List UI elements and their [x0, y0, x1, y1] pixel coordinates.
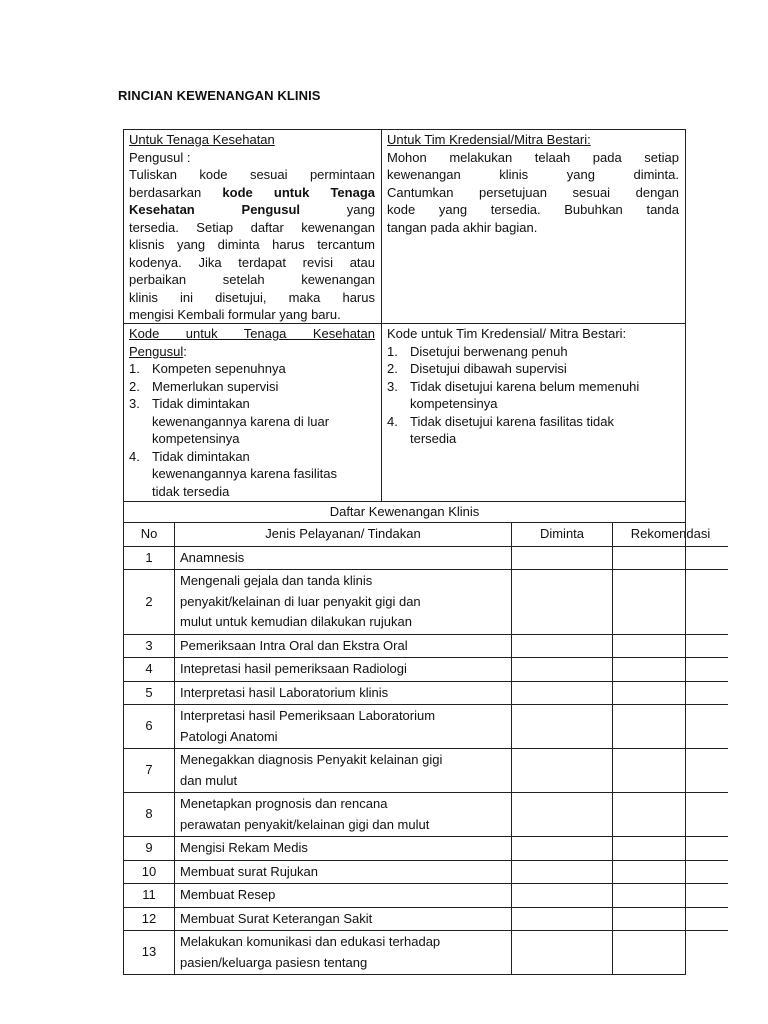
table-row [124, 658, 728, 682]
requested-cell[interactable] [512, 681, 613, 705]
committee-heading: Untuk Tim Kredensial/Mitra Bestari: [387, 132, 591, 147]
instruction-bold-text: kode untuk Tenaga [222, 184, 375, 200]
code-number: 3. [129, 396, 140, 411]
requested-cell[interactable] [512, 570, 613, 635]
table-row [124, 749, 728, 793]
service-cell [175, 837, 512, 861]
instruction-line: Cantumkan persetujuan sesuai dengan [387, 184, 679, 200]
code-item [129, 360, 375, 378]
authority-table [124, 523, 728, 974]
proposer-instructions [124, 130, 382, 323]
proposer-codes-heading: Kode untuk Tenaga Kesehatan [129, 326, 375, 341]
table-header-row [124, 523, 728, 546]
proposer-label: Pengusul : [129, 149, 191, 165]
table-row [124, 837, 728, 861]
committee-instruction-text [387, 149, 679, 237]
recommendation-cell[interactable] [613, 793, 729, 837]
instruction-text: berdasarkan [129, 184, 223, 200]
table-row [124, 907, 728, 931]
recommendation-cell[interactable] [613, 907, 729, 931]
code-item [129, 448, 375, 501]
requested-cell[interactable] [512, 749, 613, 793]
service-cell [175, 570, 512, 635]
code-number: 1. [129, 361, 140, 376]
requested-cell[interactable] [512, 860, 613, 884]
row-number: 5 [124, 681, 175, 705]
code-text-line: Disetujui berwenang penuh [410, 343, 568, 359]
instruction-line [129, 271, 375, 289]
code-text [410, 378, 679, 413]
service-cell [175, 884, 512, 908]
col-service: Jenis Pelayanan/ Tindakan [175, 523, 512, 546]
proposer-codes-heading-word: Pengusul [129, 343, 184, 359]
service-cell [175, 546, 512, 570]
instruction-line [129, 289, 375, 307]
recommendation-cell[interactable] [613, 884, 729, 908]
service-cell [175, 658, 512, 682]
table-row [124, 793, 728, 837]
service-text-line: Membuat Resep [180, 887, 276, 902]
row-number: 1 [124, 546, 175, 570]
instruction-text: Tuliskan kode sesuai permintaan [129, 167, 375, 182]
instruction-line: tangan pada akhir bagian. [387, 219, 538, 235]
committee-codes-heading: Kode untuk Tim Kredensial/ Mitra Bestari: [387, 326, 627, 341]
code-text-line: Tidak dimintakan [152, 448, 250, 464]
service-text-line: Melakukan komunikasi dan edukasi terhadap [180, 934, 441, 949]
code-item [387, 413, 679, 448]
code-text-line: tersedia [410, 431, 457, 446]
instruction-line [129, 254, 375, 272]
service-text-line: mulut untuk kemudian dilakukan rujukan [180, 614, 412, 629]
requested-cell[interactable] [512, 705, 613, 749]
service-cell [175, 705, 512, 749]
table-row [124, 884, 728, 908]
code-text-line: Tidak dimintakan [152, 396, 250, 411]
instructions-row [124, 130, 685, 324]
table-row [124, 634, 728, 658]
recommendation-cell[interactable] [613, 860, 729, 884]
instruction-text: yang [300, 202, 375, 217]
service-text-line: Membuat Surat Keterangan Sakit [180, 910, 373, 926]
requested-cell[interactable] [512, 907, 613, 931]
code-item [129, 395, 375, 448]
code-text-line: kompetensinya [152, 431, 240, 446]
table-row [124, 860, 728, 884]
row-number: 8 [124, 793, 175, 837]
instruction-line [129, 219, 375, 237]
code-item [387, 343, 679, 361]
row-number: 7 [124, 749, 175, 793]
instruction-bold-text: Kesehatan Pengusul [129, 202, 301, 217]
code-text-line: Tidak disetujui karena belum memenuhi [410, 378, 640, 394]
service-cell [175, 681, 512, 705]
service-cell [175, 749, 512, 793]
row-number: 11 [124, 884, 175, 908]
instruction-text: mengisi Kembali formular yang baru. [129, 307, 341, 322]
clinical-authority-form [123, 129, 711, 975]
instruction-text: tersedia. Setiap daftar kewenangan [129, 219, 375, 235]
table-row [124, 681, 728, 705]
row-number: 2 [124, 570, 175, 635]
recommendation-cell[interactable] [613, 837, 729, 861]
service-text-line: dan mulut [180, 772, 238, 788]
instruction-line [129, 166, 375, 184]
service-cell [175, 860, 512, 884]
service-text-line: Mengisi Rekam Medis [180, 840, 308, 855]
service-text-line: Menegakkan diagnosis Penyakit kelainan gigi [180, 752, 443, 767]
code-text [152, 360, 375, 378]
authority-list-title: Daftar Kewenangan Klinis [124, 502, 685, 523]
col-no: No [124, 523, 175, 546]
service-text-line: Menetapkan prognosis dan rencana [180, 796, 388, 811]
requested-cell[interactable] [512, 658, 613, 682]
service-text-line: perawatan penyakit/kelainan gigi dan mulut [180, 816, 430, 832]
requested-cell[interactable] [512, 931, 613, 975]
service-cell [175, 931, 512, 975]
requested-cell[interactable] [512, 634, 613, 658]
code-text-line: kewenangannya karena di luar [152, 413, 330, 429]
code-item [387, 360, 679, 378]
code-text-line: Tidak disetujui karena fasilitas tidak [410, 413, 615, 429]
proposer-code-list [129, 360, 375, 500]
code-number: 1. [387, 343, 398, 359]
code-text [152, 395, 375, 448]
recommendation-cell[interactable] [613, 931, 729, 975]
code-number: 4. [387, 413, 398, 429]
recommendation-cell[interactable] [613, 681, 729, 705]
code-text [152, 378, 375, 396]
instruction-line [129, 306, 375, 324]
recommendation-cell[interactable] [613, 570, 729, 635]
proposer-instruction-text [129, 166, 375, 324]
codes-row [124, 324, 685, 502]
recommendation-cell[interactable] [613, 749, 729, 793]
code-text-line: Kompeten sepenuhnya [152, 361, 286, 376]
instruction-text: klisnis yang diminta harus tercantum [129, 237, 375, 252]
recommendation-cell[interactable] [613, 705, 729, 749]
committee-instructions [382, 130, 685, 323]
col-requested: Diminta [512, 523, 613, 546]
service-text-line: pasien/keluarga pasiesn tentang [180, 954, 368, 970]
row-number: 9 [124, 837, 175, 861]
table-row [124, 705, 728, 749]
proposer-codes-heading-cont [129, 343, 375, 361]
row-number: 4 [124, 658, 175, 682]
recommendation-cell[interactable] [613, 658, 729, 682]
instruction-text: kodenya. Jika terdapat revisi atau [129, 254, 375, 270]
row-number: 6 [124, 705, 175, 749]
proposer-codes-heading-colon: : [183, 343, 187, 359]
recommendation-cell[interactable] [613, 546, 729, 570]
row-number: 10 [124, 860, 175, 884]
requested-cell[interactable] [512, 793, 613, 837]
requested-cell[interactable] [512, 837, 613, 861]
proposer-codes [124, 324, 382, 501]
service-text-line: Membuat surat Rujukan [180, 863, 319, 879]
instruction-line: Mohon melakukan telaah pada setiap [387, 149, 679, 165]
service-text-line: Pemeriksaan Intra Oral dan Ekstra Oral [180, 637, 408, 653]
row-number: 12 [124, 907, 175, 931]
table-row [124, 931, 728, 975]
proposer-heading: Untuk Tenaga Kesehatan [129, 132, 275, 147]
code-item [387, 378, 679, 413]
code-item [129, 378, 375, 396]
service-cell [175, 793, 512, 837]
code-text [152, 448, 375, 501]
service-cell [175, 634, 512, 658]
code-text [410, 413, 679, 448]
recommendation-cell[interactable] [613, 634, 729, 658]
instruction-text: perbaikan setelah kewenangan [129, 272, 375, 287]
committee-codes [382, 324, 685, 501]
service-text-line: Interpretasi hasil Laboratorium klinis [180, 684, 389, 700]
row-number: 3 [124, 634, 175, 658]
code-text-line: Disetujui dibawah supervisi [410, 361, 567, 376]
row-number: 13 [124, 931, 175, 975]
code-text-line: Memerlukan supervisi [152, 378, 279, 394]
code-number: 3. [387, 378, 398, 394]
requested-cell[interactable] [512, 546, 613, 570]
table-row [124, 570, 728, 635]
col-recommendation: Rekomendasi [613, 523, 729, 546]
instruction-line [129, 201, 375, 219]
code-number: 2. [387, 361, 398, 376]
instruction-text: klinis ini disetujui, maka harus [129, 289, 375, 305]
service-text-line: Anamnesis [180, 549, 245, 565]
service-text-line: Mengenali gejala dan tanda klinis [180, 573, 373, 588]
table-row [124, 546, 728, 570]
service-text-line: Interpretasi hasil Pemeriksaan Laboratorium [180, 708, 436, 723]
code-text-line: tidak tersedia [152, 483, 230, 499]
code-text [410, 360, 679, 378]
instruction-line [129, 236, 375, 254]
code-text-line: kewenangannya karena fasilitas [152, 466, 338, 481]
code-text-line: kompetensinya [410, 396, 498, 411]
service-cell [175, 907, 512, 931]
service-text-line: Intepretasi hasil pemeriksaan Radiologi [180, 661, 407, 676]
document-title: RINCIAN KEWENANGAN KLINIS [118, 88, 321, 103]
requested-cell[interactable] [512, 884, 613, 908]
instruction-line [129, 184, 375, 202]
code-number: 4. [129, 448, 140, 464]
committee-code-list [387, 343, 679, 448]
instruction-line: kode yang tersedia. Bubuhkan tanda [387, 202, 679, 217]
code-number: 2. [129, 378, 140, 394]
code-text [410, 343, 679, 361]
service-text-line: penyakit/kelainan di luar penyakit gigi dan [180, 593, 421, 609]
service-text-line: Patologi Anatomi [180, 728, 278, 744]
instruction-line: kewenangan klinis yang diminta. [387, 167, 679, 182]
